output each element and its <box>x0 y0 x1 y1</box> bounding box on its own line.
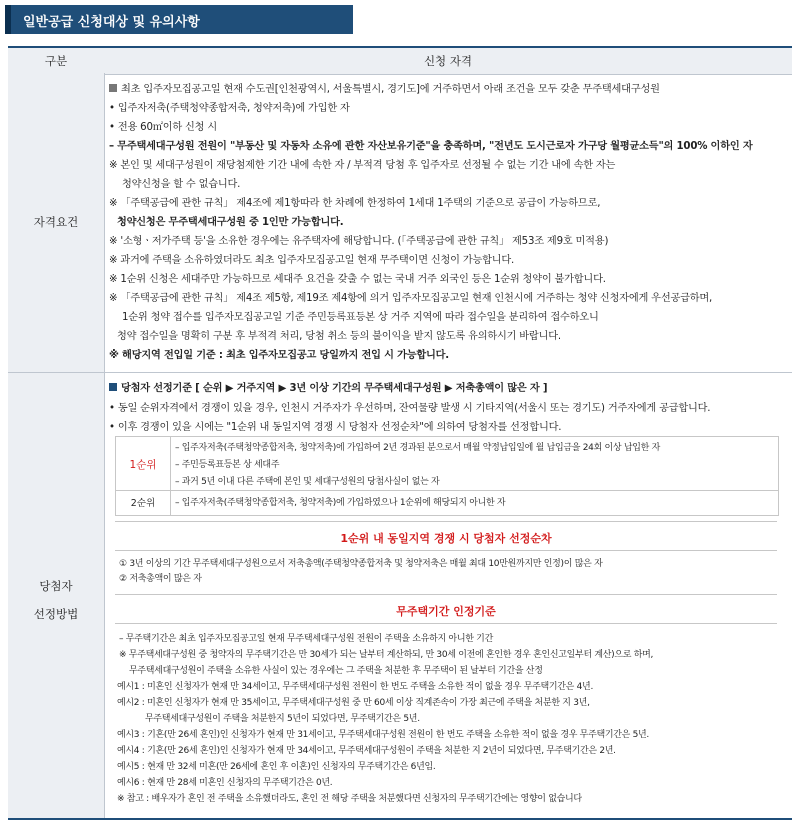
homeless-period-line: 예시2 : 미혼인 신청자가 현재 만 35세이고, 무주택세대구성원 중 만 60세 이상 직계존속이 가장 최근에 주택을 처분한 지 3년, <box>117 698 590 708</box>
selection-label-line1: 당첨자 <box>39 579 73 593</box>
homeless-period-line: 예시1 : 미혼인 신청자가 현재 만 34세이고, 무주택세대구성원 전원이 한 번도 주택을 소유한 적이 없을 경우 무주택기간은 4년. <box>117 682 594 692</box>
selection-bullet: • 이후 경쟁이 있을 시에는 "1순위 내 동일지역 경쟁 시 당첨자 선정순차"에 의하여 당첨자를 선정합니다. <box>109 422 562 433</box>
homeless-period-line: ※ 무주택세대구성원 중 청약자의 무주택기간은 만 30세가 되는 날부터 계산하되, 만 30세 이전에 혼인한 경우 혼인신고일부터 계산)으로 하며, <box>119 650 654 660</box>
row-divider <box>8 372 792 373</box>
qualification-lead: 최초 입주자모집공고일 현재 수도권[인천광역시, 서울특별시, 경기도]에 거주하면서 아래 조건을 모두 갖춘 무주택세대구성원 <box>109 80 660 95</box>
priority-title: 1순위 내 동일지역 경쟁 시 당첨자 선정순차 <box>115 521 777 551</box>
square-bullet-icon <box>109 383 117 391</box>
table-bottom-border <box>8 818 792 820</box>
qualification-line: 1순위 청약 접수를 입주자모집공고일 기준 주민등록표등본 상 거주 지역에 따라 접수일을 분리하여 접수하오니 <box>122 312 599 323</box>
selection-bullet: • 동일 순위자격에서 경쟁이 있을 경우, 인천시 거주자가 우선하며, 잔여물량 발생 시 기타지역(서울시 또는 경기도) 거주자에게 공급합니다. <box>109 403 711 414</box>
rank-table-divider <box>170 437 171 515</box>
rank-2-item: – 입주자저축(주택청약종합저축, 청약저축)에 가입하였으나 1순위에 해당되지 아니한 자 <box>175 498 506 508</box>
rank-table-divider <box>116 490 778 491</box>
section-title-bar <box>5 5 353 34</box>
qualification-line: ※ 「주택공급에 관한 규칙」 제4조 제5항, 제19조 제4항에 의거 입주자모집공고일 현재 인천시에 거주하는 청약 신청자에게 우선공급하며, <box>109 293 713 304</box>
homeless-period-line: 예시3 : 기혼(만 26세 혼인)인 신청자가 현재 만 31세이고, 무주택세대구성원 전원이 한 번도 주택을 소유한 적이 없을 경우 무주택기간은 5년. <box>117 730 649 740</box>
rank-1-item: – 과거 5년 이내 다른 주택에 본인 및 세대구성원의 당첨사실이 없는 자 <box>175 477 440 487</box>
qualification-label: 자격요건 <box>33 215 79 229</box>
homeless-period-line: 무주택세대구성원이 주택을 소유한 사실이 있는 경우에는 그 주택을 처분한 후 무주택이 된 날부터 기간을 산정 <box>129 666 543 676</box>
selection-label-line2: 선정방법 <box>33 607 79 621</box>
homeless-period-line: 예시5 : 현재 만 32세 미혼(만 26세에 혼인 후 이혼)인 신청자의 무주택기간은 6년임. <box>117 762 436 772</box>
square-bullet-icon <box>109 84 117 92</box>
qualification-line: • 입주자저축(주택청약종합저축, 청약저축)에 가입한 자 <box>109 103 350 114</box>
qualification-line: ※ 해당지역 전입일 기준 : 최초 입주자모집공고 당일까지 전입 시 가능합니다. <box>109 350 449 361</box>
qualification-line: • 전용 60㎡이하 신청 시 <box>109 122 218 133</box>
rank-table <box>115 436 779 516</box>
title-accent <box>5 5 11 34</box>
homeless-period-title: 무주택기간 인정기준 <box>115 594 777 624</box>
homeless-period-note: ※ 참고 : 배우자가 혼인 전 주택을 소유했더라도, 혼인 전 해당 주택을 처분했다면 신청자의 무주택기간에는 영향이 없습니다 <box>117 794 582 804</box>
selection-label-cell <box>8 373 105 818</box>
qualification-label-cell <box>8 73 105 372</box>
qualification-line: ※ 본인 및 세대구성원이 재당첨제한 기간 내에 속한 자 / 부적격 당첨 후 입주자로 선정될 수 없는 기간 내에 속한 자는 <box>109 160 616 171</box>
homeless-period-line: 예시4 : 기혼(만 26세 혼인)인 신청자가 현재 만 34세이고, 무주택세대구성원이 주택을 처분한 지 2년이 되었다면, 무주택기간은 2년. <box>117 746 616 756</box>
qualification-line: ※ 1순위 신청은 세대주만 가능하므로 세대주 요건을 갖출 수 없는 국내 거주 외국인 등은 1순위 청약이 불가합니다. <box>109 274 606 285</box>
header-qualification: 신청 자격 <box>423 54 473 68</box>
qualification-line: – 무주택세대구성원 전원이 "부동산 및 자동차 소유에 관한 자산보유기준"을 충족하며, "전년도 도시근로자 가구당 월평균소득"의 100% 이하인 자 <box>109 141 753 152</box>
rank-2-label: 2순위 <box>130 498 156 509</box>
priority-line: ① 3년 이상의 기간 무주택세대구성원으로서 저축총액(주택청약종합저축 및 청약저축은 매월 최대 10만원까지만 인정)이 많은 자 <box>119 559 603 569</box>
header-category: 구분 <box>44 54 68 68</box>
homeless-period-line: 예시6 : 현재 만 28세 미혼인 신청자의 무주택기간은 0년. <box>117 778 333 788</box>
homeless-period-line: – 무주택기간은 최초 입주자모집공고일 현재 무주택세대구성원 전원이 주택을 소유하지 아니한 기간 <box>119 634 493 644</box>
qualification-line: ※ '소형ㆍ저가주택 등'을 소유한 경우에는 유주택자에 해당합니다. (「주택공급에 관한 규칙」 제53조 제9호 미적용) <box>109 236 609 247</box>
selection-order-title: 당첨자 선정기준 [ 순위 ▶ 거주지역 ▶ 3년 이상 기간의 무주택세대구성원 ▶ 저축총액이 많은 자 ] <box>109 379 547 394</box>
table-header <box>8 46 792 75</box>
qualification-line: 청약신청은 무주택세대구성원 중 1인만 가능합니다. <box>117 217 344 228</box>
priority-line: ② 저축총액이 많은 자 <box>119 574 202 584</box>
qualification-line: 청약 접수일을 명확히 구분 후 부적격 처리, 당첨 취소 등의 불이익을 받지 않도록 유의하시기 바랍니다. <box>117 331 561 342</box>
qualification-line: ※ 「주택공급에 관한 규칙」 제4조에 제1항따라 한 차례에 한정하여 1세대 1주택의 기준으로 공급이 가능하므로, <box>109 198 601 209</box>
rank-1-item: – 주민등록표등본 상 세대주 <box>175 460 280 470</box>
rank-1-item: – 입주자저축(주택청약종합저축, 청약저축)에 가입하여 2년 경과된 분으로서 매월 약정납입일에 월 납입금을 24회 이상 납입한 자 <box>175 443 661 453</box>
qualification-line: 청약신청을 할 수 없습니다. <box>122 179 241 190</box>
rank-1-label: 1순위 <box>129 459 157 471</box>
homeless-period-line: 무주택세대구성원이 주택을 처분한지 5년이 되었다면, 무주택기간은 5년. <box>145 714 420 724</box>
page-title: 일반공급 신청대상 및 유의사항 <box>23 15 200 30</box>
qualification-line: ※ 과거에 주택을 소유하였더라도 최초 입주자모집공고일 현재 무주택이면 신청이 가능합니다. <box>109 255 515 266</box>
